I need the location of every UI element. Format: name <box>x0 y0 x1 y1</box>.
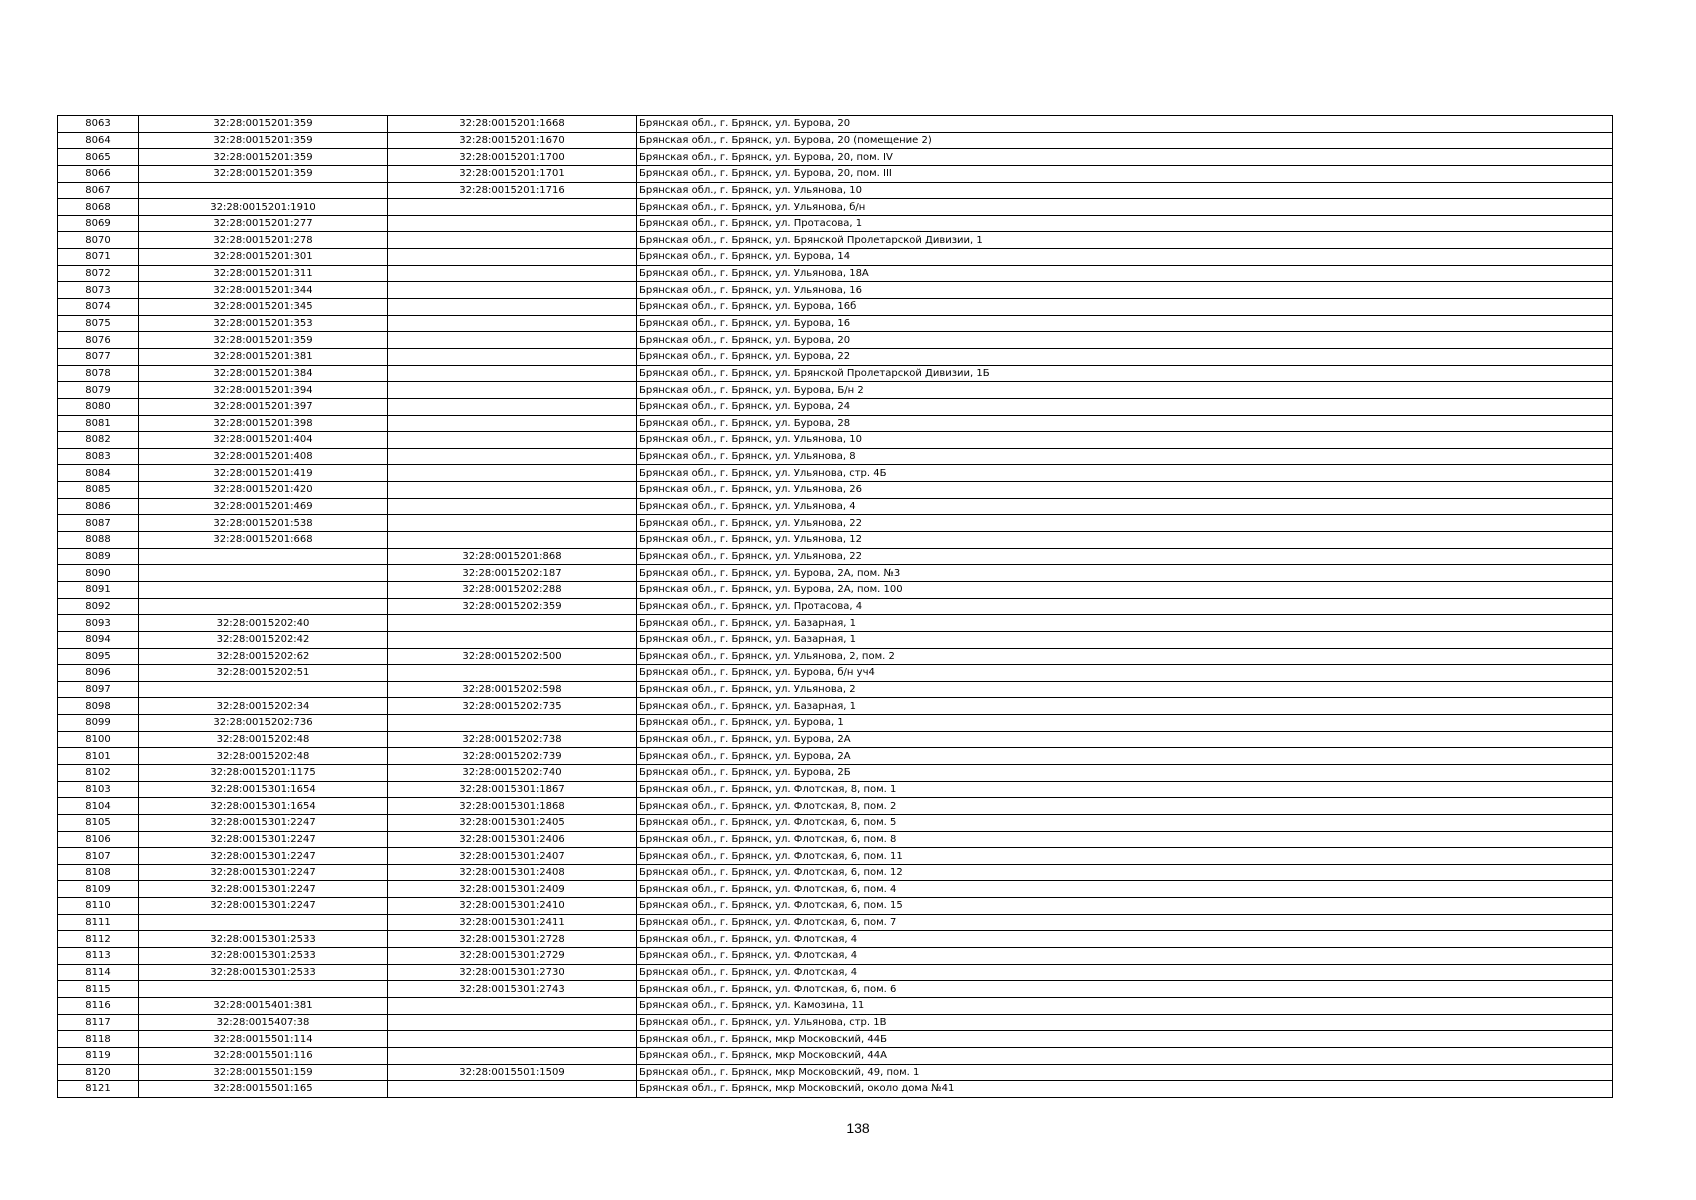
row-number-cell: 8078 <box>58 365 139 382</box>
address-cell: Брянская обл., г. Брянск, ул. Ульянова, стр. 1В <box>637 1014 1613 1031</box>
object-cadastral-number-cell: 32:28:0015202:740 <box>388 764 637 781</box>
parcel-cadastral-number-cell <box>139 548 388 565</box>
row-number-cell: 8106 <box>58 831 139 848</box>
object-cadastral-number-cell: 32:28:0015301:2410 <box>388 898 637 915</box>
object-cadastral-number-cell <box>388 365 637 382</box>
row-number-cell: 8070 <box>58 232 139 249</box>
object-cadastral-number-cell <box>388 432 637 449</box>
object-cadastral-number-cell: 32:28:0015301:2730 <box>388 964 637 981</box>
object-cadastral-number-cell <box>388 232 637 249</box>
object-cadastral-number-cell <box>388 282 637 299</box>
parcel-cadastral-number-cell: 32:28:0015301:2247 <box>139 898 388 915</box>
table-row <box>58 215 1613 232</box>
parcel-cadastral-number-cell: 32:28:0015301:2533 <box>139 964 388 981</box>
address-cell: Брянская обл., г. Брянск, ул. Ульянова, 10 <box>637 182 1613 199</box>
address-cell: Брянская обл., г. Брянск, ул. Ульянова, б/н <box>637 199 1613 216</box>
parcel-cadastral-number-cell: 32:28:0015301:2533 <box>139 931 388 948</box>
address-cell: Брянская обл., г. Брянск, ул. Протасова, 4 <box>637 598 1613 615</box>
address-cell: Брянская обл., г. Брянск, ул. Флотская, 6, пом. 8 <box>637 831 1613 848</box>
parcel-cadastral-number-cell: 32:28:0015501:165 <box>139 1081 388 1098</box>
row-number-cell: 8065 <box>58 149 139 166</box>
row-number-cell: 8069 <box>58 215 139 232</box>
address-cell: Брянская обл., г. Брянск, ул. Бурова, 2А <box>637 748 1613 765</box>
object-cadastral-number-cell <box>388 532 637 549</box>
row-number-cell: 8085 <box>58 482 139 499</box>
parcel-cadastral-number-cell: 32:28:0015202:51 <box>139 665 388 682</box>
parcel-cadastral-number-cell: 32:28:0015201:419 <box>139 465 388 482</box>
parcel-cadastral-number-cell: 32:28:0015501:116 <box>139 1047 388 1064</box>
row-number-cell: 8098 <box>58 698 139 715</box>
address-cell: Брянская обл., г. Брянск, ул. Бурова, 16 <box>637 315 1613 332</box>
table-row <box>58 265 1613 282</box>
row-number-cell: 8079 <box>58 382 139 399</box>
parcel-cadastral-number-cell: 32:28:0015202:42 <box>139 631 388 648</box>
address-cell: Брянская обл., г. Брянск, ул. Флотская, 6, пом. 5 <box>637 814 1613 831</box>
address-cell: Брянская обл., г. Брянск, ул. Бурова, 2А, пом. №3 <box>637 565 1613 582</box>
row-number-cell: 8089 <box>58 548 139 565</box>
address-cell: Брянская обл., г. Брянск, ул. Бурова, 14 <box>637 249 1613 266</box>
table-row <box>58 565 1613 582</box>
table-row <box>58 715 1613 732</box>
parcel-cadastral-number-cell: 32:28:0015201:359 <box>139 332 388 349</box>
object-cadastral-number-cell <box>388 482 637 499</box>
row-number-cell: 8075 <box>58 315 139 332</box>
parcel-cadastral-number-cell: 32:28:0015201:345 <box>139 299 388 316</box>
address-cell: Брянская обл., г. Брянск, ул. Флотская, 6, пом. 6 <box>637 981 1613 998</box>
row-number-cell: 8077 <box>58 348 139 365</box>
row-number-cell: 8084 <box>58 465 139 482</box>
object-cadastral-number-cell <box>388 465 637 482</box>
table-row <box>58 415 1613 432</box>
table-row <box>58 1031 1613 1048</box>
parcel-cadastral-number-cell: 32:28:0015201:359 <box>139 132 388 149</box>
table-row <box>58 515 1613 532</box>
table-row <box>58 698 1613 715</box>
object-cadastral-number-cell <box>388 199 637 216</box>
table-row <box>58 548 1613 565</box>
table-row <box>58 382 1613 399</box>
table-row <box>58 731 1613 748</box>
parcel-cadastral-number-cell: 32:28:0015301:2247 <box>139 848 388 865</box>
address-cell: Брянская обл., г. Брянск, ул. Базарная, 1 <box>637 631 1613 648</box>
address-cell: Брянская обл., г. Брянск, ул. Бурова, 16б <box>637 299 1613 316</box>
parcel-cadastral-number-cell: 32:28:0015201:277 <box>139 215 388 232</box>
parcel-cadastral-number-cell: 32:28:0015201:278 <box>139 232 388 249</box>
table-row <box>58 831 1613 848</box>
table-row <box>58 1047 1613 1064</box>
object-cadastral-number-cell <box>388 615 637 632</box>
parcel-cadastral-number-cell <box>139 681 388 698</box>
parcel-cadastral-number-cell: 32:28:0015201:359 <box>139 165 388 182</box>
object-cadastral-number-cell: 32:28:0015202:735 <box>388 698 637 715</box>
object-cadastral-number-cell: 32:28:0015201:868 <box>388 548 637 565</box>
row-number-cell: 8064 <box>58 132 139 149</box>
parcel-cadastral-number-cell: 32:28:0015501:159 <box>139 1064 388 1081</box>
object-cadastral-number-cell: 32:28:0015301:2408 <box>388 864 637 881</box>
parcel-cadastral-number-cell: 32:28:0015201:381 <box>139 348 388 365</box>
table-row <box>58 881 1613 898</box>
address-cell: Брянская обл., г. Брянск, ул. Бурова, 24 <box>637 398 1613 415</box>
row-number-cell: 8119 <box>58 1047 139 1064</box>
row-number-cell: 8091 <box>58 581 139 598</box>
table-row <box>58 232 1613 249</box>
row-number-cell: 8086 <box>58 498 139 515</box>
parcel-cadastral-number-cell <box>139 914 388 931</box>
object-cadastral-number-cell: 32:28:0015301:2743 <box>388 981 637 998</box>
row-number-cell: 8092 <box>58 598 139 615</box>
table-row <box>58 581 1613 598</box>
table-row <box>58 149 1613 166</box>
table-row <box>58 848 1613 865</box>
row-number-cell: 8088 <box>58 532 139 549</box>
table-row <box>58 948 1613 965</box>
parcel-cadastral-number-cell: 32:28:0015201:1910 <box>139 199 388 216</box>
row-number-cell: 8076 <box>58 332 139 349</box>
row-number-cell: 8121 <box>58 1081 139 1098</box>
table-row <box>58 498 1613 515</box>
table-row <box>58 448 1613 465</box>
row-number-cell: 8120 <box>58 1064 139 1081</box>
table-row <box>58 631 1613 648</box>
address-cell: Брянская обл., г. Брянск, ул. Флотская, 6, пом. 7 <box>637 914 1613 931</box>
object-cadastral-number-cell: 32:28:0015201:1700 <box>388 149 637 166</box>
property-register-table <box>57 115 1613 1098</box>
parcel-cadastral-number-cell: 32:28:0015401:381 <box>139 997 388 1014</box>
object-cadastral-number-cell <box>388 1031 637 1048</box>
row-number-cell: 8112 <box>58 931 139 948</box>
parcel-cadastral-number-cell: 32:28:0015301:1654 <box>139 798 388 815</box>
table-row <box>58 615 1613 632</box>
address-cell: Брянская обл., г. Брянск, ул. Бурова, 20 <box>637 116 1613 133</box>
object-cadastral-number-cell <box>388 1014 637 1031</box>
table-row <box>58 1081 1613 1098</box>
row-number-cell: 8066 <box>58 165 139 182</box>
table-row <box>58 748 1613 765</box>
parcel-cadastral-number-cell: 32:28:0015301:2247 <box>139 881 388 898</box>
object-cadastral-number-cell: 32:28:0015202:359 <box>388 598 637 615</box>
address-cell: Брянская обл., г. Брянск, ул. Бурова, 2Б <box>637 764 1613 781</box>
object-cadastral-number-cell <box>388 265 637 282</box>
parcel-cadastral-number-cell: 32:28:0015301:2247 <box>139 864 388 881</box>
address-cell: Брянская обл., г. Брянск, ул. Ульянова, 26 <box>637 482 1613 499</box>
object-cadastral-number-cell <box>388 299 637 316</box>
object-cadastral-number-cell: 32:28:0015201:1668 <box>388 116 637 133</box>
row-number-cell: 8072 <box>58 265 139 282</box>
table-row <box>58 598 1613 615</box>
address-cell: Брянская обл., г. Брянск, ул. Бурова, 20, пом. IV <box>637 149 1613 166</box>
address-cell: Брянская обл., г. Брянск, ул. Флотская, 4 <box>637 964 1613 981</box>
row-number-cell: 8116 <box>58 997 139 1014</box>
address-cell: Брянская обл., г. Брянск, ул. Брянской Пролетарской Дивизии, 1 <box>637 232 1613 249</box>
row-number-cell: 8101 <box>58 748 139 765</box>
table-row <box>58 299 1613 316</box>
address-cell: Брянская обл., г. Брянск, ул. Ульянова, 4 <box>637 498 1613 515</box>
table-row <box>58 482 1613 499</box>
parcel-cadastral-number-cell: 32:28:0015301:2247 <box>139 831 388 848</box>
object-cadastral-number-cell: 32:28:0015201:1716 <box>388 182 637 199</box>
address-cell: Брянская обл., г. Брянск, ул. Бурова, 22 <box>637 348 1613 365</box>
table-row <box>58 1064 1613 1081</box>
object-cadastral-number-cell <box>388 398 637 415</box>
parcel-cadastral-number-cell: 32:28:0015202:48 <box>139 748 388 765</box>
row-number-cell: 8093 <box>58 615 139 632</box>
address-cell: Брянская обл., г. Брянск, мкр Московский, 44А <box>637 1047 1613 1064</box>
object-cadastral-number-cell <box>388 515 637 532</box>
row-number-cell: 8108 <box>58 864 139 881</box>
parcel-cadastral-number-cell: 32:28:0015201:353 <box>139 315 388 332</box>
table-row <box>58 914 1613 931</box>
object-cadastral-number-cell <box>388 498 637 515</box>
row-number-cell: 8109 <box>58 881 139 898</box>
row-number-cell: 8081 <box>58 415 139 432</box>
page-number: 138 <box>846 1120 870 1136</box>
row-number-cell: 8067 <box>58 182 139 199</box>
table-row <box>58 432 1613 449</box>
parcel-cadastral-number-cell <box>139 981 388 998</box>
row-number-cell: 8114 <box>58 964 139 981</box>
address-cell: Брянская обл., г. Брянск, ул. Ульянова, 12 <box>637 532 1613 549</box>
address-cell: Брянская обл., г. Брянск, мкр Московский, около дома №41 <box>637 1081 1613 1098</box>
object-cadastral-number-cell: 32:28:0015301:2407 <box>388 848 637 865</box>
parcel-cadastral-number-cell: 32:28:0015301:1654 <box>139 781 388 798</box>
row-number-cell: 8097 <box>58 681 139 698</box>
table-row <box>58 182 1613 199</box>
table-body <box>58 116 1613 1098</box>
address-cell: Брянская обл., г. Брянск, ул. Флотская, 6, пом. 4 <box>637 881 1613 898</box>
object-cadastral-number-cell <box>388 715 637 732</box>
row-number-cell: 8083 <box>58 448 139 465</box>
object-cadastral-number-cell <box>388 249 637 266</box>
address-cell: Брянская обл., г. Брянск, ул. Бурова, 1 <box>637 715 1613 732</box>
parcel-cadastral-number-cell: 32:28:0015201:311 <box>139 265 388 282</box>
address-cell: Брянская обл., г. Брянск, ул. Флотская, 6, пом. 11 <box>637 848 1613 865</box>
object-cadastral-number-cell: 32:28:0015301:1867 <box>388 781 637 798</box>
table-row <box>58 116 1613 133</box>
object-cadastral-number-cell <box>388 315 637 332</box>
parcel-cadastral-number-cell: 32:28:0015501:114 <box>139 1031 388 1048</box>
parcel-cadastral-number-cell: 32:28:0015201:301 <box>139 249 388 266</box>
object-cadastral-number-cell: 32:28:0015301:2405 <box>388 814 637 831</box>
address-cell: Брянская обл., г. Брянск, ул. Ульянова, 10 <box>637 432 1613 449</box>
row-number-cell: 8071 <box>58 249 139 266</box>
row-number-cell: 8090 <box>58 565 139 582</box>
row-number-cell: 8115 <box>58 981 139 998</box>
address-cell: Брянская обл., г. Брянск, ул. Ульянова, стр. 4Б <box>637 465 1613 482</box>
row-number-cell: 8094 <box>58 631 139 648</box>
object-cadastral-number-cell: 32:28:0015202:500 <box>388 648 637 665</box>
address-cell: Брянская обл., г. Брянск, ул. Флотская, 4 <box>637 948 1613 965</box>
object-cadastral-number-cell <box>388 215 637 232</box>
parcel-cadastral-number-cell <box>139 598 388 615</box>
address-cell: Брянская обл., г. Брянск, ул. Ульянова, 2 <box>637 681 1613 698</box>
object-cadastral-number-cell <box>388 997 637 1014</box>
row-number-cell: 8103 <box>58 781 139 798</box>
table-row <box>58 532 1613 549</box>
address-cell: Брянская обл., г. Брянск, ул. Ульянова, 22 <box>637 548 1613 565</box>
parcel-cadastral-number-cell: 32:28:0015202:62 <box>139 648 388 665</box>
object-cadastral-number-cell <box>388 1047 637 1064</box>
row-number-cell: 8099 <box>58 715 139 732</box>
object-cadastral-number-cell <box>388 1081 637 1098</box>
table-row <box>58 648 1613 665</box>
table-row <box>58 315 1613 332</box>
address-cell: Брянская обл., г. Брянск, ул. Камозина, 11 <box>637 997 1613 1014</box>
object-cadastral-number-cell: 32:28:0015202:187 <box>388 565 637 582</box>
address-cell: Брянская обл., г. Брянск, ул. Ульянова, 8 <box>637 448 1613 465</box>
object-cadastral-number-cell: 32:28:0015202:288 <box>388 581 637 598</box>
row-number-cell: 8087 <box>58 515 139 532</box>
address-cell: Брянская обл., г. Брянск, ул. Бурова, 20 (помещение 2) <box>637 132 1613 149</box>
object-cadastral-number-cell: 32:28:0015201:1701 <box>388 165 637 182</box>
object-cadastral-number-cell: 32:28:0015301:1868 <box>388 798 637 815</box>
table-row <box>58 348 1613 365</box>
row-number-cell: 8102 <box>58 764 139 781</box>
object-cadastral-number-cell <box>388 448 637 465</box>
parcel-cadastral-number-cell: 32:28:0015201:668 <box>139 532 388 549</box>
object-cadastral-number-cell: 32:28:0015301:2409 <box>388 881 637 898</box>
parcel-cadastral-number-cell <box>139 565 388 582</box>
table-row <box>58 964 1613 981</box>
address-cell: Брянская обл., г. Брянск, ул. Бурова, 20, пом. III <box>637 165 1613 182</box>
row-number-cell: 8096 <box>58 665 139 682</box>
object-cadastral-number-cell <box>388 382 637 399</box>
object-cadastral-number-cell: 32:28:0015202:738 <box>388 731 637 748</box>
row-number-cell: 8107 <box>58 848 139 865</box>
address-cell: Брянская обл., г. Брянск, ул. Флотская, 8, пом. 2 <box>637 798 1613 815</box>
address-cell: Брянская обл., г. Брянск, ул. Бурова, 2А, пом. 100 <box>637 581 1613 598</box>
table-row <box>58 681 1613 698</box>
parcel-cadastral-number-cell: 32:28:0015407:38 <box>139 1014 388 1031</box>
parcel-cadastral-number-cell: 32:28:0015202:34 <box>139 698 388 715</box>
parcel-cadastral-number-cell: 32:28:0015202:48 <box>139 731 388 748</box>
parcel-cadastral-number-cell: 32:28:0015202:40 <box>139 615 388 632</box>
address-cell: Брянская обл., г. Брянск, ул. Флотская, 6, пом. 15 <box>637 898 1613 915</box>
row-number-cell: 8082 <box>58 432 139 449</box>
parcel-cadastral-number-cell: 32:28:0015201:398 <box>139 415 388 432</box>
address-cell: Брянская обл., г. Брянск, ул. Брянской Пролетарской Дивизии, 1Б <box>637 365 1613 382</box>
row-number-cell: 8080 <box>58 398 139 415</box>
table-row <box>58 465 1613 482</box>
row-number-cell: 8104 <box>58 798 139 815</box>
address-cell: Брянская обл., г. Брянск, ул. Ульянова, 16 <box>637 282 1613 299</box>
address-cell: Брянская обл., г. Брянск, ул. Ульянова, 2, пом. 2 <box>637 648 1613 665</box>
parcel-cadastral-number-cell <box>139 182 388 199</box>
address-cell: Брянская обл., г. Брянск, ул. Ульянова, 18А <box>637 265 1613 282</box>
object-cadastral-number-cell <box>388 332 637 349</box>
table-row <box>58 1014 1613 1031</box>
row-number-cell: 8110 <box>58 898 139 915</box>
address-cell: Брянская обл., г. Брянск, ул. Бурова, 2А <box>637 731 1613 748</box>
object-cadastral-number-cell: 32:28:0015301:2406 <box>388 831 637 848</box>
parcel-cadastral-number-cell: 32:28:0015201:397 <box>139 398 388 415</box>
parcel-cadastral-number-cell: 32:28:0015201:538 <box>139 515 388 532</box>
parcel-cadastral-number-cell: 32:28:0015201:359 <box>139 149 388 166</box>
row-number-cell: 8063 <box>58 116 139 133</box>
table-row <box>58 132 1613 149</box>
object-cadastral-number-cell: 32:28:0015202:598 <box>388 681 637 698</box>
object-cadastral-number-cell <box>388 665 637 682</box>
object-cadastral-number-cell <box>388 631 637 648</box>
table-row <box>58 249 1613 266</box>
object-cadastral-number-cell <box>388 348 637 365</box>
address-cell: Брянская обл., г. Брянск, мкр Московский, 44Б <box>637 1031 1613 1048</box>
object-cadastral-number-cell: 32:28:0015501:1509 <box>388 1064 637 1081</box>
object-cadastral-number-cell <box>388 415 637 432</box>
row-number-cell: 8118 <box>58 1031 139 1048</box>
address-cell: Брянская обл., г. Брянск, ул. Базарная, 1 <box>637 615 1613 632</box>
parcel-cadastral-number-cell: 32:28:0015201:359 <box>139 116 388 133</box>
parcel-cadastral-number-cell: 32:28:0015201:469 <box>139 498 388 515</box>
table-row <box>58 814 1613 831</box>
object-cadastral-number-cell: 32:28:0015301:2411 <box>388 914 637 931</box>
object-cadastral-number-cell: 32:28:0015301:2729 <box>388 948 637 965</box>
object-cadastral-number-cell: 32:28:0015201:1670 <box>388 132 637 149</box>
row-number-cell: 8113 <box>58 948 139 965</box>
address-cell: Брянская обл., г. Брянск, ул. Бурова, б/н уч4 <box>637 665 1613 682</box>
address-cell: Брянская обл., г. Брянск, ул. Бурова, 28 <box>637 415 1613 432</box>
table-row <box>58 282 1613 299</box>
address-cell: Брянская обл., г. Брянск, ул. Ульянова, 22 <box>637 515 1613 532</box>
address-cell: Брянская обл., г. Брянск, ул. Флотская, 6, пом. 12 <box>637 864 1613 881</box>
parcel-cadastral-number-cell: 32:28:0015201:1175 <box>139 764 388 781</box>
row-number-cell: 8074 <box>58 299 139 316</box>
parcel-cadastral-number-cell: 32:28:0015301:2247 <box>139 814 388 831</box>
object-cadastral-number-cell: 32:28:0015202:739 <box>388 748 637 765</box>
address-cell: Брянская обл., г. Брянск, ул. Бурова, Б/н 2 <box>637 382 1613 399</box>
table-row <box>58 781 1613 798</box>
parcel-cadastral-number-cell: 32:28:0015201:408 <box>139 448 388 465</box>
table-row <box>58 332 1613 349</box>
table-row <box>58 365 1613 382</box>
table-row <box>58 997 1613 1014</box>
table-row <box>58 398 1613 415</box>
table-row <box>58 199 1613 216</box>
object-cadastral-number-cell: 32:28:0015301:2728 <box>388 931 637 948</box>
address-cell: Брянская обл., г. Брянск, ул. Протасова, 1 <box>637 215 1613 232</box>
row-number-cell: 8068 <box>58 199 139 216</box>
table-row <box>58 764 1613 781</box>
parcel-cadastral-number-cell: 32:28:0015201:384 <box>139 365 388 382</box>
table-row <box>58 864 1613 881</box>
address-cell: Брянская обл., г. Брянск, мкр Московский, 49, пом. 1 <box>637 1064 1613 1081</box>
parcel-cadastral-number-cell: 32:28:0015201:394 <box>139 382 388 399</box>
address-cell: Брянская обл., г. Брянск, ул. Флотская, 4 <box>637 931 1613 948</box>
parcel-cadastral-number-cell: 32:28:0015201:420 <box>139 482 388 499</box>
address-cell: Брянская обл., г. Брянск, ул. Базарная, 1 <box>637 698 1613 715</box>
table-row <box>58 665 1613 682</box>
row-number-cell: 8095 <box>58 648 139 665</box>
table-row <box>58 898 1613 915</box>
address-cell: Брянская обл., г. Брянск, ул. Бурова, 20 <box>637 332 1613 349</box>
parcel-cadastral-number-cell: 32:28:0015301:2533 <box>139 948 388 965</box>
table-row <box>58 165 1613 182</box>
address-cell: Брянская обл., г. Брянск, ул. Флотская, 8, пом. 1 <box>637 781 1613 798</box>
table-row <box>58 798 1613 815</box>
parcel-cadastral-number-cell: 32:28:0015201:344 <box>139 282 388 299</box>
row-number-cell: 8117 <box>58 1014 139 1031</box>
parcel-cadastral-number-cell <box>139 581 388 598</box>
row-number-cell: 8105 <box>58 814 139 831</box>
table-row <box>58 931 1613 948</box>
parcel-cadastral-number-cell: 32:28:0015202:736 <box>139 715 388 732</box>
row-number-cell: 8111 <box>58 914 139 931</box>
row-number-cell: 8100 <box>58 731 139 748</box>
row-number-cell: 8073 <box>58 282 139 299</box>
table-row <box>58 981 1613 998</box>
parcel-cadastral-number-cell: 32:28:0015201:404 <box>139 432 388 449</box>
